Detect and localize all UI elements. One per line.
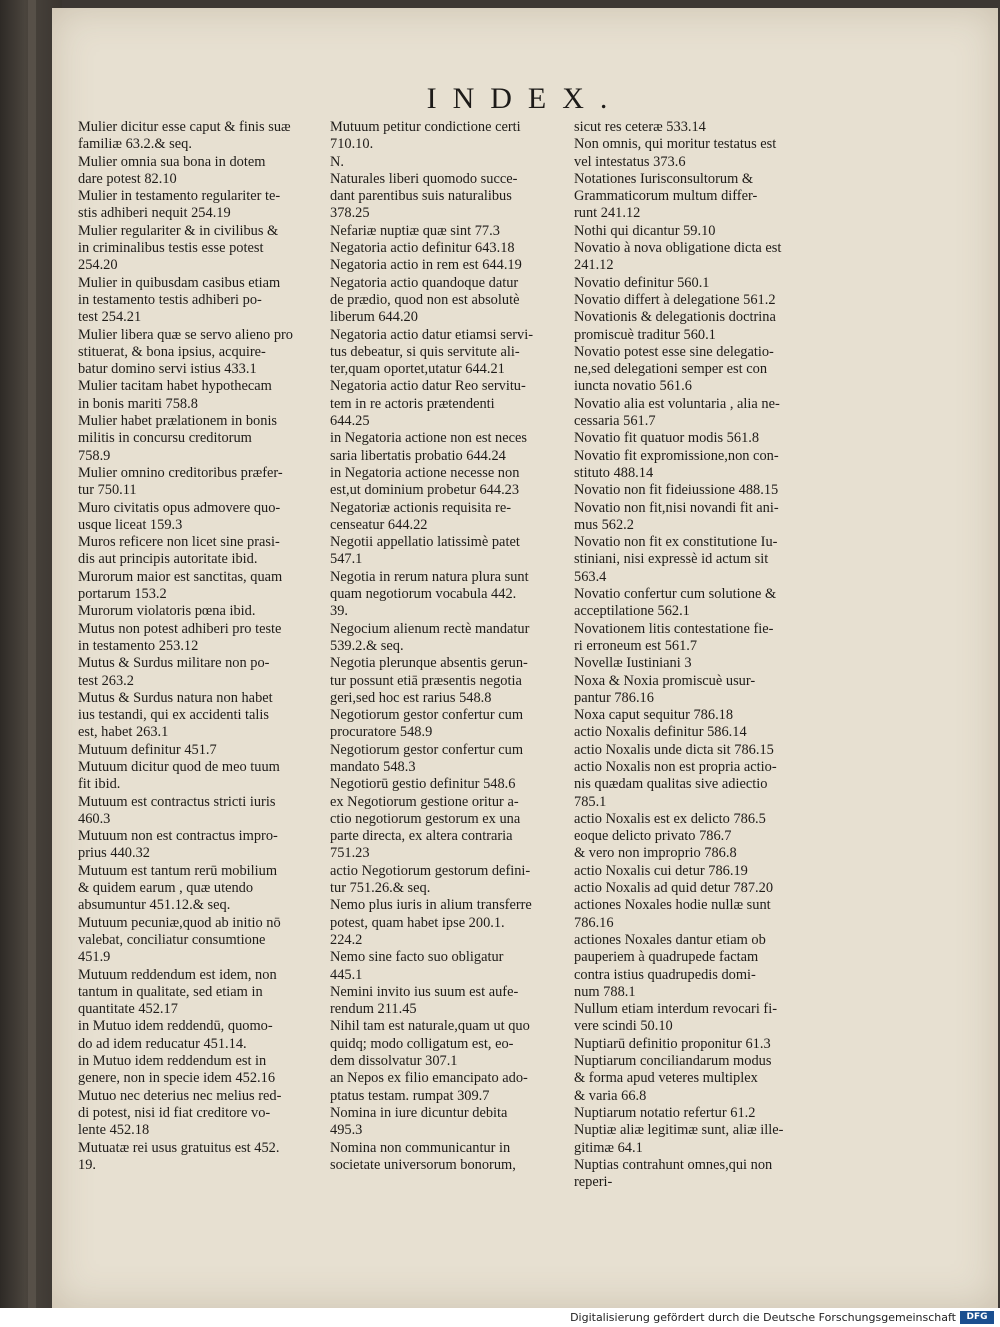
- index-line: Murorum maior est sanctitas, quam: [78, 568, 283, 585]
- index-line: usque liceat 159.3: [78, 516, 183, 533]
- index-line: 751.23: [330, 845, 370, 862]
- index-line: ex Negotiorum gestione oritur a-: [330, 793, 519, 810]
- index-line: do ad idem reducatur 451.14.: [78, 1035, 247, 1052]
- index-line: 224.2: [330, 931, 363, 948]
- index-line: vel intestatus 373.6: [574, 153, 686, 170]
- index-line: & quidem earum , quæ utendo: [78, 880, 254, 897]
- index-line: tur 750.11: [78, 482, 137, 499]
- index-line: Mutuum petitur condictione certi: [330, 119, 521, 135]
- index-line: Nihil tam est naturale,quam ut quo: [330, 1018, 530, 1035]
- index-line: saria libertatis probatio 644.24: [330, 447, 506, 464]
- index-line: genere, non in specie idem 452.16: [78, 1070, 276, 1087]
- index-line: 758.9: [78, 447, 111, 464]
- index-line: actio Noxalis unde dicta sit 786.15: [574, 741, 774, 758]
- index-line: reperi-: [574, 1174, 613, 1191]
- index-line: stituto 488.14: [574, 464, 654, 481]
- index-line: dis aut principis autoritate ibid.: [78, 551, 258, 568]
- index-line: Nuptias contrahunt omnes,qui non: [574, 1156, 773, 1173]
- paper-page: [52, 8, 998, 1308]
- index-line: quam negotiorum vocabula 442.: [330, 586, 517, 603]
- index-line: tem in re actoris prætendenti: [330, 395, 495, 412]
- index-column-3: [574, 119, 842, 1191]
- index-line: num 788.1: [574, 983, 636, 1000]
- index-line: iuncta novatio 561.6: [574, 378, 692, 395]
- index-line: Novatio non fit ex constitutione Iu-: [574, 534, 778, 551]
- index-line: Mulier omnino creditoribus præfer-: [78, 464, 283, 481]
- index-line: Mutus non potest adhiberi pro teste: [78, 620, 282, 637]
- index-line: cessaria 561.7: [574, 413, 656, 430]
- index-line: actiones Noxales hodie nullæ sunt: [574, 897, 771, 914]
- index-line: Nuptiarum conciliandarum modus: [574, 1053, 772, 1070]
- index-line: Muros reficere non licet sine prasi-: [78, 534, 280, 551]
- index-line: in bonis mariti 758.8: [78, 395, 198, 412]
- index-line: Mutuum definitur 451.7: [78, 741, 217, 758]
- index-line: rendum 211.45: [330, 1001, 417, 1018]
- index-line: Negotia plerunque absentis gerun-: [330, 655, 528, 672]
- index-line: ius testandi, qui ex accidenti talis: [78, 707, 270, 724]
- index-line: sicut res ceteræ 533.14: [574, 119, 706, 135]
- index-line: actio Noxalis est ex delicto 786.5: [574, 810, 766, 827]
- index-line: Nefariæ nuptiæ quæ sint 77.3: [330, 222, 500, 239]
- index-line: est,ut dominium probetur 644.23: [330, 482, 520, 499]
- index-line: Novatio alia est voluntaria , alia ne-: [574, 395, 780, 412]
- index-line: in Negatoria actione non est neces: [330, 430, 527, 447]
- index-line: vere scindi 50.10: [574, 1018, 673, 1035]
- index-line: dare potest 82.10: [78, 170, 177, 187]
- index-line: Mutuum pecuniæ,quod ab initio nō: [78, 914, 281, 931]
- index-line: mandato 548.3: [330, 758, 416, 775]
- index-line: ter,quam oportet,utatur 644.21: [330, 361, 505, 378]
- index-line: valebat, conciliatur consumtione: [78, 931, 266, 948]
- index-line: Notationes Iurisconsultorum &: [574, 170, 754, 187]
- index-line: stiniani, nisi expressè id actum sit: [574, 551, 769, 568]
- index-line: Nomina non communicantur in: [330, 1139, 511, 1156]
- index-line: Nullum etiam interdum revocari fi-: [574, 1001, 778, 1018]
- index-line: Nuptiæ aliæ legitimæ sunt, aliæ ille-: [574, 1122, 784, 1139]
- index-line: Mulier tacitam habet hypothecam: [78, 378, 272, 395]
- index-line: stis adhiberi nequit 254.19: [78, 205, 231, 222]
- index-line: est, habet 263.1: [78, 724, 169, 741]
- index-line: Novatio fit expromissione,non con-: [574, 447, 779, 464]
- index-line: mus 562.2: [574, 516, 634, 533]
- index-line: test 254.21: [78, 309, 142, 326]
- index-line: actio Noxalis definitur 586.14: [574, 724, 747, 741]
- spine-highlight: [28, 0, 36, 1308]
- index-line: Novatio fit quatuor modis 561.8: [574, 430, 760, 447]
- index-line: tur possunt etiā præsentis negotia: [330, 672, 522, 689]
- index-line: ptatus testam. rumpat 309.7: [330, 1087, 490, 1104]
- index-line: Nuptiarum notatio refertur 61.2: [574, 1104, 756, 1121]
- index-line: Muro civitatis opus admovere quo-: [78, 499, 281, 516]
- index-line: actio Noxalis ad quid detur 787.20: [574, 880, 774, 897]
- index-line: Non omnis, qui moritur testatus est: [574, 136, 777, 153]
- index-line: Novatio differt à delegatione 561.2: [574, 291, 776, 308]
- index-line: 241.12: [574, 257, 614, 274]
- index-line: Mulier libera quæ se servo alieno pro: [78, 326, 294, 343]
- index-line: Negocium alienum rectè mandatur: [330, 620, 530, 637]
- index-line: promiscuè traditur 560.1: [574, 326, 716, 343]
- index-line: in testamento 253.12: [78, 637, 199, 654]
- index-line: 785.1: [574, 793, 607, 810]
- index-line: Nomina in iure dicuntur debita: [330, 1104, 508, 1121]
- index-line: ri erroneum est 561.7: [574, 637, 698, 654]
- index-line: Mutuatæ rei usus gratuitus est 452.: [78, 1139, 280, 1156]
- index-line: Novatio non fit,nisi novandi fit ani-: [574, 499, 779, 516]
- index-line: 254.20: [78, 257, 118, 274]
- index-line: quantitate 452.17: [78, 1001, 178, 1018]
- index-line: Novatio potest esse sine delegatio-: [574, 343, 774, 360]
- index-line: Mutuum est tantum rerū mobilium: [78, 862, 278, 879]
- index-line: Nuptiarū definitio proponitur 61.3: [574, 1035, 771, 1052]
- index-line: parte directa, ex altera contraria: [330, 828, 513, 845]
- footer-credit: Digitalisierung gefördert durch die Deutsche Forschungsgemeinschaft: [570, 1311, 956, 1324]
- index-line: an Nepos ex filio emancipato ado-: [330, 1070, 528, 1087]
- index-line: 451.9: [78, 949, 111, 966]
- index-line: Mutuum est contractus stricti iuris: [78, 793, 276, 810]
- index-line: Mulier omnia sua bona in dotem: [78, 153, 266, 170]
- index-line: & varia 66.8: [574, 1087, 647, 1104]
- index-line: 19.: [78, 1156, 96, 1173]
- index-line: Mutuum dicitur quod de meo tuum: [78, 758, 280, 775]
- index-line: 378.25: [330, 205, 370, 222]
- index-line: Negotiorum gestor confertur cum: [330, 707, 524, 724]
- index-line: Negotia in rerum natura plura sunt: [330, 568, 529, 585]
- index-line: Nemini invito ius suum est aufe-: [330, 983, 519, 1000]
- index-line: Negotiorum gestor confertur cum: [330, 741, 524, 758]
- index-line: Mutuum reddendum est idem, non: [78, 966, 277, 983]
- index-line: potest, quam habet ipse 200.1.: [330, 914, 505, 931]
- index-line: tur 751.26.& seq.: [330, 880, 431, 897]
- index-line: Mutuo nec deterius nec melius red-: [78, 1087, 282, 1104]
- index-line: 786.16: [574, 914, 614, 931]
- index-line: 710.10.: [330, 136, 374, 153]
- index-line: 39.: [330, 603, 348, 620]
- index-line: dem dissolvatur 307.1: [330, 1053, 458, 1070]
- index-line: Murorum violatoris pœna ibid.: [78, 603, 256, 620]
- index-line: Negotii appellatio latissimè patet: [330, 534, 520, 551]
- index-line: & vero non improprio 786.8: [574, 845, 737, 862]
- index-line: 539.2.& seq.: [330, 637, 404, 654]
- index-line: Nothi qui dicantur 59.10: [574, 222, 716, 239]
- dfg-logo-icon: DFG: [960, 1311, 994, 1324]
- index-line: actio Negotiorum gestorum defini-: [330, 862, 531, 879]
- index-line: geri,sed hoc est rarius 548.8: [330, 689, 492, 706]
- index-line: Nemo plus iuris in alium transferre: [330, 897, 532, 914]
- index-line: in Negatoria actione necesse non: [330, 464, 520, 481]
- index-line: Mulier dicitur esse caput & finis suæ: [78, 119, 291, 135]
- index-line: Novatio definitur 560.1: [574, 274, 710, 291]
- index-line: in criminalibus testis esse potest: [78, 240, 264, 257]
- index-line: pantur 786.16: [574, 689, 654, 706]
- index-line: militis in concursu creditorum: [78, 430, 252, 447]
- index-line: actio Noxalis non est propria actio-: [574, 758, 777, 775]
- index-line: gitimæ 64.1: [574, 1139, 643, 1156]
- index-line: ne,sed delegationi semper est con: [574, 361, 768, 378]
- index-line: actio Noxalis cui detur 786.19: [574, 862, 748, 879]
- index-line: Grammaticorum multum differ-: [574, 188, 758, 205]
- index-line: ctio negotiorum gestorum ex una: [330, 810, 521, 827]
- index-line: batur domino servi istius 433.1: [78, 361, 257, 378]
- index-line: 563.4: [574, 568, 607, 585]
- index-line: 460.3: [78, 810, 111, 827]
- index-line: Novationem litis contestatione fie-: [574, 620, 774, 637]
- index-line: Negotiorū gestio definitur 548.6: [330, 776, 516, 793]
- index-line: Negatoriæ actionis requisita re-: [330, 499, 512, 516]
- index-line: Mulier regulariter & in civilibus &: [78, 222, 279, 239]
- index-line: fit ibid.: [78, 776, 121, 793]
- page-title: INDEX.: [426, 82, 624, 115]
- index-line: censeatur 644.22: [330, 516, 428, 533]
- index-line: Mutus & Surdus natura non habet: [78, 689, 273, 706]
- index-line: liberum 644.20: [330, 309, 418, 326]
- index-line: di potest, nisi id fiat creditore vo-: [78, 1104, 271, 1121]
- index-line: contra istius quadrupedis domi-: [574, 966, 756, 983]
- index-line: pauperiem à quadrupede factam: [574, 949, 759, 966]
- index-line: tus debeatur, si quis servitute ali-: [330, 343, 520, 360]
- index-line: Nemo sine facto suo obligatur: [330, 949, 504, 966]
- index-line: dant parentibus suis naturalibus: [330, 188, 512, 205]
- index-line: tantum in qualitate, sed etiam in: [78, 983, 263, 1000]
- index-line: actiones Noxales dantur etiam ob: [574, 931, 766, 948]
- index-line: 644.25: [330, 413, 370, 430]
- index-line: Mulier habet prælationem in bonis: [78, 413, 278, 430]
- index-line: Mulier in quibusdam casibus etiam: [78, 274, 281, 291]
- index-line: stituerat, & bona ipsius, acquire-: [78, 343, 266, 360]
- index-column-1: [78, 119, 330, 1174]
- footer-bar: [0, 1308, 1000, 1327]
- index-line: Novatio confertur cum solutione &: [574, 586, 777, 603]
- index-line: procuratore 548.9: [330, 724, 433, 741]
- index-column-2: [330, 119, 580, 1174]
- index-line: Negatoria actio datur Reo servitu-: [330, 378, 526, 395]
- index-line: quidq; modo colligatum est, eo-: [330, 1035, 514, 1052]
- index-line: eoque delicto privato 786.7: [574, 828, 732, 845]
- index-line: portarum 153.2: [78, 586, 167, 603]
- index-line: absumuntur 451.12.& seq.: [78, 897, 231, 914]
- index-line: Novationis & delegationis doctrina: [574, 309, 776, 326]
- index-line: in testamento testis adhiberi po-: [78, 291, 262, 308]
- index-line: 495.3: [330, 1122, 363, 1139]
- index-line: acceptilatione 562.1: [574, 603, 690, 620]
- index-line: lente 452.18: [78, 1122, 150, 1139]
- index-line: & forma apud veteres multiplex: [574, 1070, 758, 1087]
- index-line: Mutuum non est contractus impro-: [78, 828, 278, 845]
- index-line: 547.1: [330, 551, 363, 568]
- index-line: Negatoria actio datur etiamsi servi-: [330, 326, 533, 343]
- index-line: Negatoria actio definitur 643.18: [330, 240, 515, 257]
- index-line: runt 241.12: [574, 205, 641, 222]
- index-line: test 263.2: [78, 672, 134, 689]
- index-line: de prædio, quod non est absolutè: [330, 291, 520, 308]
- index-line: familiæ 63.2.& seq.: [78, 136, 192, 153]
- index-line: in Mutuo idem reddendum est in: [78, 1053, 267, 1070]
- index-line: Mulier in testamento regulariter te-: [78, 188, 281, 205]
- index-line: Novatio non fit fideiussione 488.15: [574, 482, 779, 499]
- index-line: 445.1: [330, 966, 363, 983]
- index-line: nis quædam qualitas sive adiectio: [574, 776, 768, 793]
- index-line: societate universorum bonorum,: [330, 1156, 516, 1173]
- index-line: Noxa & Noxia promiscuè usur-: [574, 672, 756, 689]
- index-line: Mutus & Surdus militare non po-: [78, 655, 270, 672]
- index-line: Naturales liberi quomodo succe-: [330, 170, 518, 187]
- index-line: Novatio à nova obligatione dicta est: [574, 240, 782, 257]
- index-line: Negatoria actio in rem est 644.19: [330, 257, 522, 274]
- index-line: Noxa caput sequitur 786.18: [574, 707, 734, 724]
- index-line: prius 440.32: [78, 845, 150, 862]
- index-line: N.: [330, 153, 344, 170]
- index-line: Negatoria actio quandoque datur: [330, 274, 519, 291]
- index-line: in Mutuo idem reddendū, quomo-: [78, 1018, 273, 1035]
- index-line: Novellæ Iustiniani 3: [574, 655, 692, 672]
